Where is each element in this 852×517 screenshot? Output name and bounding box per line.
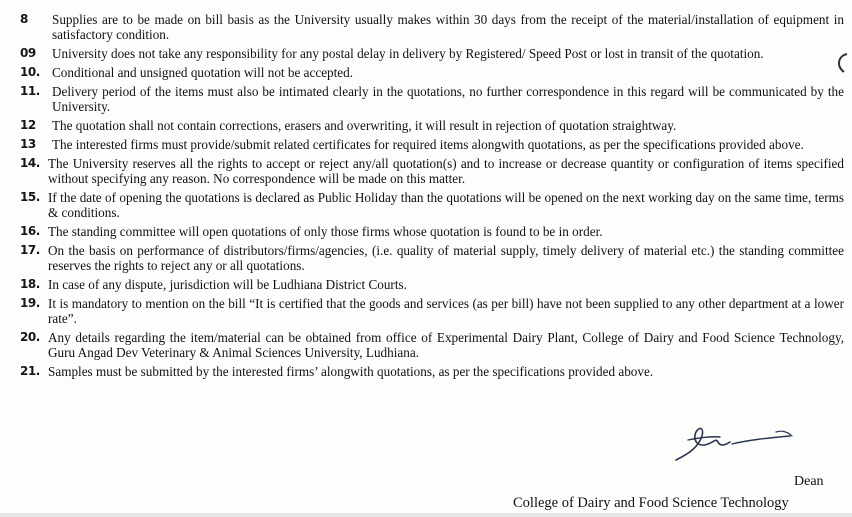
- page-bottom-edge: [0, 513, 852, 517]
- clause-19: [0, 294, 852, 328]
- clause-text: The interested firms must provide/submit related certificates for required items alongwith quotations, as per the specifications provided above.: [52, 137, 804, 152]
- clause-number: 16.: [20, 224, 40, 238]
- clause-text: Delivery period of the items must also be intimated clearly in the quotations, no further correspondence in this regard will be communicated by the University.: [52, 84, 844, 114]
- clause-21: [0, 362, 852, 381]
- clause-text: The University reserves all the rights to accept or reject any/all quotation(s) and to increase or decrease quantity or configuration of items specified without specifying any reason. No correspondence will be made on this matter.: [48, 156, 844, 186]
- clause-20: [0, 328, 852, 362]
- clause-number: 20.: [20, 330, 40, 344]
- signatory-title: Dean: [794, 474, 824, 489]
- clause-text: The standing committee will open quotations of only those firms whose quotation is found to be in order.: [48, 224, 603, 239]
- clause-16: [0, 222, 852, 241]
- clause-18: [0, 275, 852, 294]
- clause-text: Any details regarding the item/material can be obtained from office of Experimental Dairy Plant, College of Dairy and Food Science Technology, Guru Angad Dev Veterinary & Animal Sciences University, Ludhiana.: [48, 330, 844, 360]
- clause-number: 10.: [20, 65, 40, 79]
- clause-10: [0, 63, 852, 82]
- clause-9: [0, 44, 852, 63]
- clause-text: In case of any dispute, jurisdiction will be Ludhiana District Courts.: [48, 277, 407, 292]
- clause-text: University does not take any responsibility for any postal delay in delivery by Registered/ Speed Post or lost in transit of the quotation.: [52, 46, 764, 61]
- clause-number: 21.: [20, 364, 40, 378]
- page-curl-mark: [834, 52, 850, 74]
- clause-number: 8: [20, 12, 28, 26]
- clause-number: 13: [20, 137, 36, 151]
- clause-13: [0, 135, 852, 154]
- clause-number: 18.: [20, 277, 40, 291]
- clause-number: 12: [20, 118, 36, 132]
- clause-15: [0, 188, 852, 222]
- clause-number: 19.: [20, 296, 40, 310]
- handwritten-signature: [668, 418, 798, 468]
- clause-number: 17.: [20, 243, 40, 257]
- clause-11: [0, 82, 852, 116]
- clause-number: 11.: [20, 84, 40, 98]
- clause-text: If the date of opening the quotations is declared as Public Holiday than the quotations will be opened on the next working day on the same time, terms & conditions.: [48, 190, 844, 220]
- clause-8: [0, 10, 852, 44]
- clause-number: 09: [20, 46, 36, 60]
- clause-text: The quotation shall not contain corrections, erasers and overwriting, it will result in rejection of quotation straightway.: [52, 118, 677, 133]
- clause-14: [0, 154, 852, 188]
- signatory-college: College of Dairy and Food Science Technology: [513, 495, 789, 511]
- terms-and-conditions-list: [0, 10, 852, 381]
- clause-text: It is mandatory to mention on the bill “It is certified that the goods and services (as per bill) have not been supplied to any other department at a lower rate”.: [48, 296, 844, 326]
- clause-text: Conditional and unsigned quotation will not be accepted.: [52, 65, 354, 80]
- clause-number: 14.: [20, 156, 40, 170]
- clause-text: Supplies are to be made on bill basis as the University usually makes within 30 days from the receipt of the material/installation of equipment in satisfactory condition.: [52, 12, 844, 42]
- clause-17: [0, 241, 852, 275]
- clause-12: [0, 116, 852, 135]
- clause-text: On the basis on performance of distributors/firms/agencies, (i.e. quality of material supply, timely delivery of material etc.) the standing committee reserves the rights to reject any or all quotations.: [48, 243, 844, 273]
- clause-text: Samples must be submitted by the interested firms’ alongwith quotations, as per the specifications provided above.: [48, 364, 654, 379]
- clause-number: 15.: [20, 190, 40, 204]
